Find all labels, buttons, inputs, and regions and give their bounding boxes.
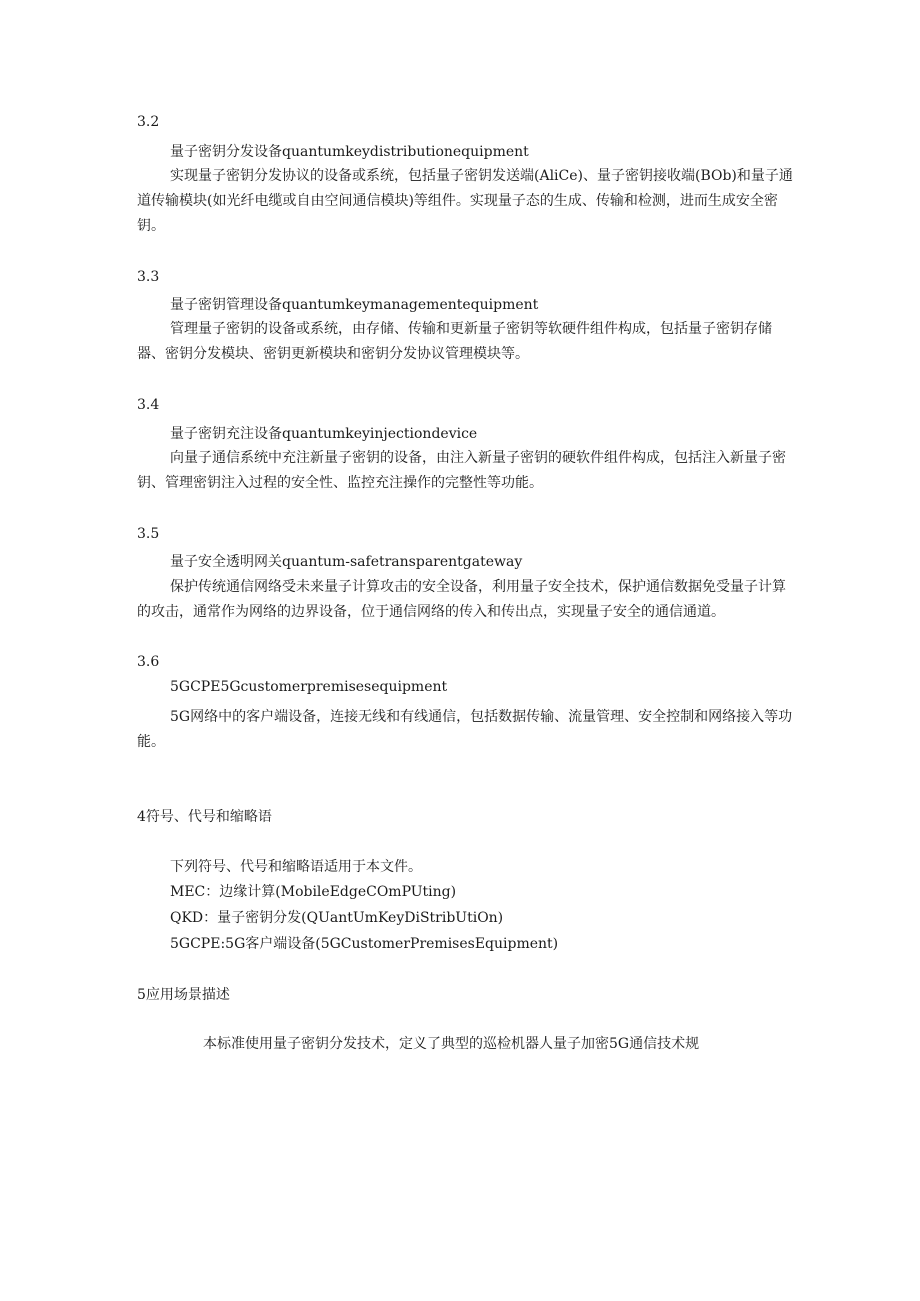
entry-definition-line: 钥。 <box>137 218 165 234</box>
abbreviation-item: MEC：边缘计算(MobileEdgeCOmPUting) <box>170 884 457 900</box>
entry-number: 3.4 <box>137 397 160 413</box>
section-intro: 下列符号、代号和缩略语适用于本文件。 <box>170 859 422 875</box>
entry-definition-line: 管理量子密钥的设备或系统，由存储、传输和更新量子密钥等软硬件组件构成，包括量子密钥存储 <box>170 321 772 337</box>
entry-term: 量子密钥充注设备quantumkeyinjectiondevice <box>170 426 478 442</box>
entry-term: 量子安全透明网关quantum-safetransparentgateway <box>170 554 523 570</box>
entry-definition-line: 5G网络中的客户端设备，连接无线和有线通信，包括数据传输、流量管理、安全控制和网络接入等功 <box>170 709 793 725</box>
entry-definition-line: 实现量子密钥分发协议的设备或系统，包括量子密钥发送端(AliCe)、量子密钥接收端(BOb)和量子通 <box>170 168 793 184</box>
entry-definition-line: 保护传统通信网络受未来量子计算攻击的安全设备，利用量子安全技术，保护通信数据免受量子计算 <box>170 579 786 595</box>
entry-term: 量子密钥分发设备quantumkeydistributionequipment <box>170 144 529 160</box>
abbreviation-item: QKD：量子密钥分发(QUantUmKeyDiStribUtiOn) <box>170 910 504 926</box>
section-heading: 4符号、代号和缩略语 <box>137 809 272 825</box>
entry-number: 3.2 <box>137 114 160 130</box>
entry-number: 3.6 <box>137 654 160 670</box>
entry-definition-line: 的攻击，通常作为网络的边界设备，位于通信网络的传入和传出点，实现量子安全的通信通道。 <box>137 604 725 620</box>
section-paragraph: 本标准使用量子密钥分发技术，定义了典型的巡检机器人量子加密5G通信技术规 <box>203 1036 700 1052</box>
entry-term: 5GCPE5Gcustomerpremisesequipment <box>170 679 448 695</box>
entry-definition-line: 道传输模块(如光纤电缆或自由空间通信模块)等组件。实现量子态的生成、传输和检测，进而生成安全密 <box>137 193 778 209</box>
entry-definition-line: 能。 <box>137 734 165 750</box>
entry-number: 3.3 <box>137 269 160 285</box>
entry-number: 3.5 <box>137 526 160 542</box>
section-heading: 5应用场景描述 <box>137 987 230 1003</box>
entry-definition-line: 钥、管理密钥注入过程的安全性、监控充注操作的完整性等功能。 <box>137 475 543 491</box>
entry-definition-line: 向量子通信系统中充注新量子密钥的设备，由注入新量子密钥的硬软件组件构成，包括注入新量子密 <box>170 450 786 466</box>
abbreviation-item: 5GCPE:5G客户端设备(5GCustomerPremisesEquipment) <box>170 936 559 952</box>
entry-definition-line: 器、密钥分发模块、密钥更新模块和密钥分发协议管理模块等。 <box>137 346 529 362</box>
entry-term: 量子密钥管理设备quantumkeymanagementequipment <box>170 297 539 313</box>
